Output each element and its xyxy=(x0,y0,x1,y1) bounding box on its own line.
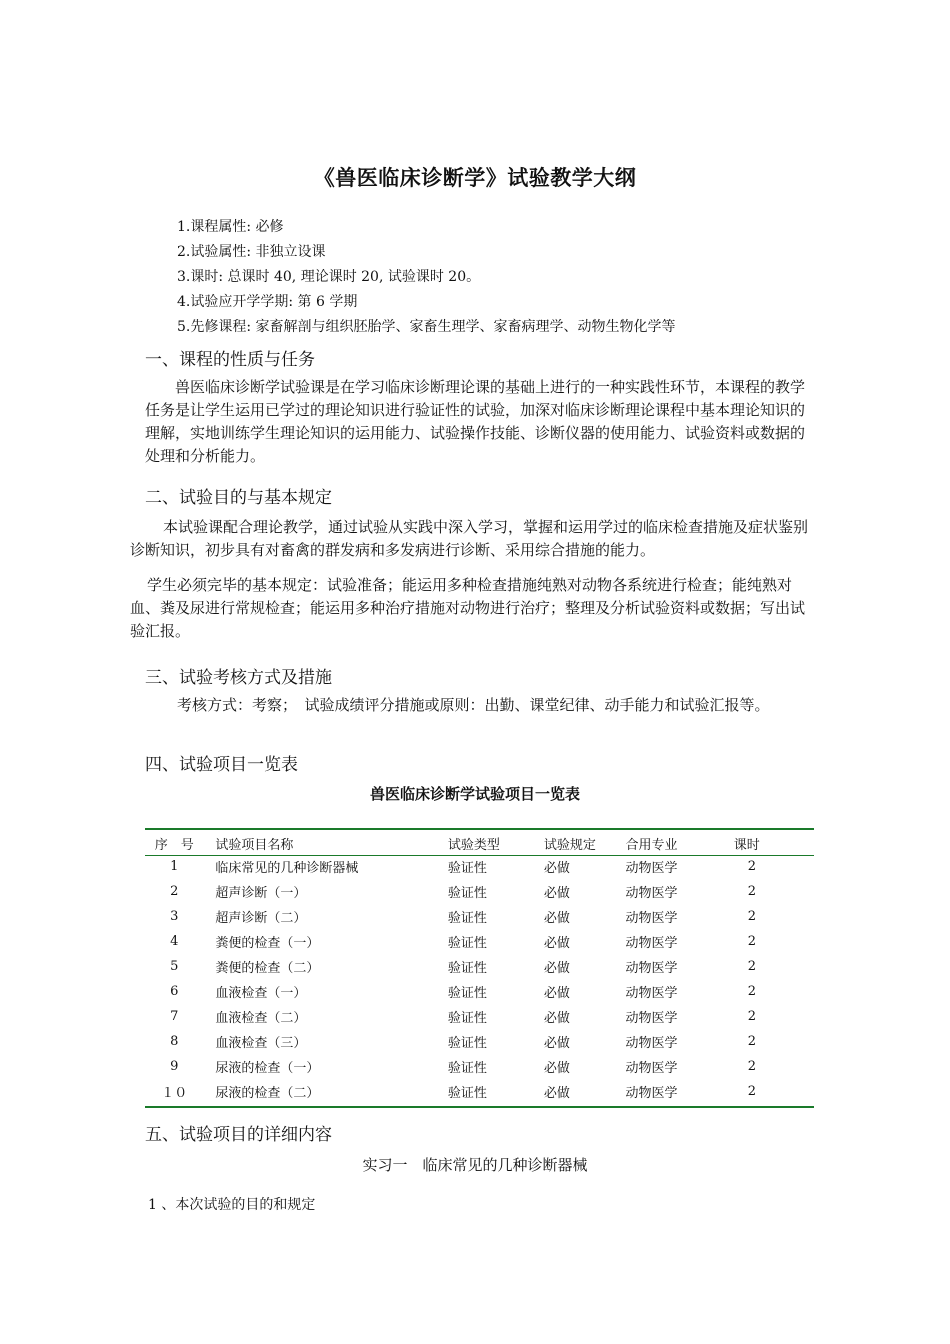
cell-requirement: 必做 xyxy=(543,986,570,1001)
table-row xyxy=(145,929,814,954)
cell-requirement: 必做 xyxy=(543,1086,570,1101)
cell-major: 动物医学 xyxy=(625,1061,678,1076)
practice-1-item-1: 1 、本次试验的目的和规定 xyxy=(148,1197,316,1213)
cell-index: 2 xyxy=(170,884,179,899)
section-2-paragraph-2: 学生必须完毕的基本规定：试验准备；能运用多种检查措施纯熟对动物各系统进行检查；能纯熟对血、粪及尿进行常规检查；能运用多种治疗措施对动物进行治疗；整理及分析试验资料或数据；写出试验汇报。 xyxy=(130,576,806,640)
cell-hours: 2 xyxy=(747,1059,757,1074)
table-row xyxy=(145,1029,814,1054)
cell-requirement: 必做 xyxy=(543,936,570,951)
cell-hours: 2 xyxy=(747,959,757,974)
section-heading-2: 二、试验目的与基本规定 xyxy=(145,488,332,508)
section-2-paragraph-1: 本试验课配合理论教学，通过试验从实践中深入学习，掌握和运用学过的临床检查措施及症状鉴别诊断知识，初步具有对畜禽的群发病和多发病进行诊断、采用综合措施的能力。 xyxy=(130,518,809,559)
cell-type: 验证性 xyxy=(447,936,487,951)
table-header-row xyxy=(145,832,814,854)
cell-name: 血液检查（三） xyxy=(215,1036,307,1051)
cell-major: 动物医学 xyxy=(625,1086,678,1101)
cell-hours: 2 xyxy=(747,934,757,949)
section-heading-4: 四、试验项目一览表 xyxy=(145,755,298,775)
cell-type: 验证性 xyxy=(447,986,487,1001)
table-row xyxy=(145,879,814,904)
section-1-paragraph: 兽医临床诊断学试验课是在学习临床诊断理论课的基础上进行的一种实践性环节，本课程的教学任务是让学生运用已学过的理论知识进行验证性的试验，加深对临床诊断理论课程中基本理论知识的理解，实地训练学生理论知识的运用能力、试验操作技能、诊断仪器的使用能力、试验资料或数据的处理和分析能力。 xyxy=(145,378,806,465)
cell-hours: 2 xyxy=(747,1084,757,1099)
table-row xyxy=(145,979,814,1004)
cell-major: 动物医学 xyxy=(625,1036,678,1051)
document-title: 《兽医临床诊断学》试验教学大纲 xyxy=(313,166,637,190)
cell-index: 8 xyxy=(170,1034,179,1049)
cell-hours: 2 xyxy=(747,859,757,874)
cell-name: 粪便的检查（一） xyxy=(215,936,320,951)
cell-name: 尿液的检查（二） xyxy=(215,1086,320,1101)
header-major: 合用专业 xyxy=(625,837,678,853)
cell-major: 动物医学 xyxy=(625,861,678,876)
section-3-paragraph: 考核方式：考察； 试验成绩评分措施或原则：出勤、课堂纪律、动手能力和试验汇报等。 xyxy=(177,696,770,714)
cell-major: 动物医学 xyxy=(625,1011,678,1026)
cell-index: 4 xyxy=(170,934,179,949)
section-heading-3: 三、试验考核方式及措施 xyxy=(145,668,332,688)
cell-requirement: 必做 xyxy=(543,911,570,926)
table-caption: 兽医临床诊断学试验项目一览表 xyxy=(369,785,580,803)
header-index: 序 号 xyxy=(154,837,194,853)
cell-index: １０ xyxy=(161,1086,188,1101)
cell-hours: 2 xyxy=(747,1034,757,1049)
cell-type: 验证性 xyxy=(447,1036,487,1051)
table-row xyxy=(145,954,814,979)
cell-index: 7 xyxy=(170,1009,179,1024)
cell-type: 验证性 xyxy=(447,861,487,876)
cell-name: 临床常见的几种诊断器械 xyxy=(215,861,359,876)
cell-major: 动物医学 xyxy=(625,961,678,976)
cell-name: 粪便的检查（二） xyxy=(215,961,320,976)
cell-name: 超声诊断（二） xyxy=(215,911,307,926)
cell-type: 验证性 xyxy=(447,1011,487,1026)
cell-requirement: 必做 xyxy=(543,1011,570,1026)
cell-hours: 2 xyxy=(747,1009,757,1024)
cell-type: 验证性 xyxy=(447,961,487,976)
cell-index: 3 xyxy=(170,909,179,924)
cell-requirement: 必做 xyxy=(543,1036,570,1051)
cell-type: 验证性 xyxy=(447,886,487,901)
info-line-lab-type: 2.试验属性: 非独立设课 xyxy=(177,244,326,260)
cell-type: 验证性 xyxy=(447,1061,487,1076)
cell-hours: 2 xyxy=(747,984,757,999)
cell-major: 动物医学 xyxy=(625,911,678,926)
table-row xyxy=(145,1004,814,1029)
cell-index: 9 xyxy=(170,1059,179,1074)
info-line-course-type: 1.课程属性: 必修 xyxy=(177,219,284,235)
cell-requirement: 必做 xyxy=(543,961,570,976)
table-row xyxy=(145,1054,814,1079)
info-line-hours: 3.课时: 总课时 40, 理论课时 20, 试验课时 20。 xyxy=(177,269,481,285)
cell-name: 血液检查（一） xyxy=(215,986,307,1001)
info-line-prerequisites: 5.先修课程: 家畜解剖与组织胚胎学、家畜生理学、家畜病理学、动物生物化学等 xyxy=(177,319,676,335)
info-line-semester: 4.试验应开学学期: 第 6 学期 xyxy=(177,294,358,310)
cell-requirement: 必做 xyxy=(543,1061,570,1076)
header-type: 试验类型 xyxy=(447,837,500,853)
cell-name: 血液检查（二） xyxy=(215,1011,307,1026)
table-row xyxy=(145,904,814,929)
table-top-rule xyxy=(145,828,814,830)
practice-1-caption: 实习一 临床常见的几种诊断器械 xyxy=(362,1156,588,1174)
section-heading-1: 一、课程的性质与任务 xyxy=(145,350,315,370)
cell-name: 尿液的检查（一） xyxy=(215,1061,320,1076)
cell-index: 5 xyxy=(170,959,179,974)
table-row xyxy=(145,1079,814,1104)
cell-type: 验证性 xyxy=(447,1086,487,1101)
cell-name: 超声诊断（一） xyxy=(215,886,307,901)
cell-major: 动物医学 xyxy=(625,986,678,1001)
cell-major: 动物医学 xyxy=(625,886,678,901)
section-heading-5: 五、试验项目的详细内容 xyxy=(145,1125,332,1145)
cell-requirement: 必做 xyxy=(543,861,570,876)
cell-hours: 2 xyxy=(747,884,757,899)
cell-major: 动物医学 xyxy=(625,936,678,951)
experiment-items-table xyxy=(145,832,814,1104)
cell-requirement: 必做 xyxy=(543,886,570,901)
header-requirement: 试验规定 xyxy=(543,837,596,853)
cell-index: 6 xyxy=(170,984,179,999)
header-hours: 课时 xyxy=(733,837,760,853)
cell-index: 1 xyxy=(170,859,179,874)
cell-type: 验证性 xyxy=(447,911,487,926)
cell-hours: 2 xyxy=(747,909,757,924)
table-bottom-rule xyxy=(145,1106,814,1108)
table-row xyxy=(145,854,814,879)
header-name: 试验项目名称 xyxy=(215,837,294,853)
